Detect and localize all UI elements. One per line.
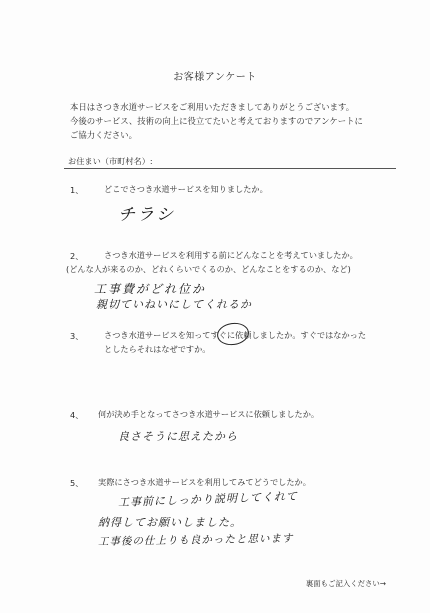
question-text: 実際にさつき水道サービスを利用してみてどうでしたか。 (98, 477, 311, 487)
address-label: お住まい（市町村名）: (68, 156, 153, 166)
handwritten-answer: 親切ていねいにしてくれるか (96, 298, 252, 311)
intro-line: 今後のサービス、技術の向上に役立てたいと考えておりますのでアンケートに (70, 116, 363, 126)
question-number: 2、 (70, 251, 84, 261)
handwritten-circle (216, 321, 251, 347)
handwritten-answer: 工事後の仕上りも良かったと思います (97, 532, 294, 548)
handwritten-answer: チラシ (118, 205, 175, 225)
intro-text (70, 100, 400, 142)
handwritten-answer: 工事前にしっかり説明してくれて (117, 489, 299, 509)
handwritten-answer: 納得してお願いしました。 (98, 516, 242, 529)
handwritten-answer: 良さそうに思えたから (118, 430, 238, 443)
question-number: 1、 (70, 185, 84, 195)
question-number: 4、 (70, 410, 84, 420)
question-text: さつき水道サービスを利用する前にどんなことを考えていましたか。 (104, 250, 358, 260)
question-number: 3、 (70, 331, 84, 341)
intro-line: ご協力ください。 (70, 130, 137, 140)
question-number: 5、 (70, 478, 84, 488)
question-text: 何が決め手となってさつき水道サービスに依頼しましたか。 (98, 409, 320, 419)
page-title: お客様アンケート (173, 72, 257, 83)
address-divider (64, 168, 396, 169)
question-text: さつき水道サービスを知ってすぐに依頼しましたか。すぐではなかった (104, 330, 367, 340)
question-text: (どんな人が来るのか、どれくらいでくるのか、どんなことをするのか、など) (66, 264, 351, 274)
question-text: としたらそれはなぜですか。 (104, 344, 211, 354)
handwritten-answer: 工事費がどれ位か (94, 282, 207, 296)
question-text: どこでさつき水道サービスを知りましたか。 (104, 184, 268, 194)
footer-note: 裏面もご記入ください→ (305, 579, 386, 588)
intro-line: 本日はさつき水道サービスをご利用いただきましてありがとうございます。 (70, 102, 355, 112)
